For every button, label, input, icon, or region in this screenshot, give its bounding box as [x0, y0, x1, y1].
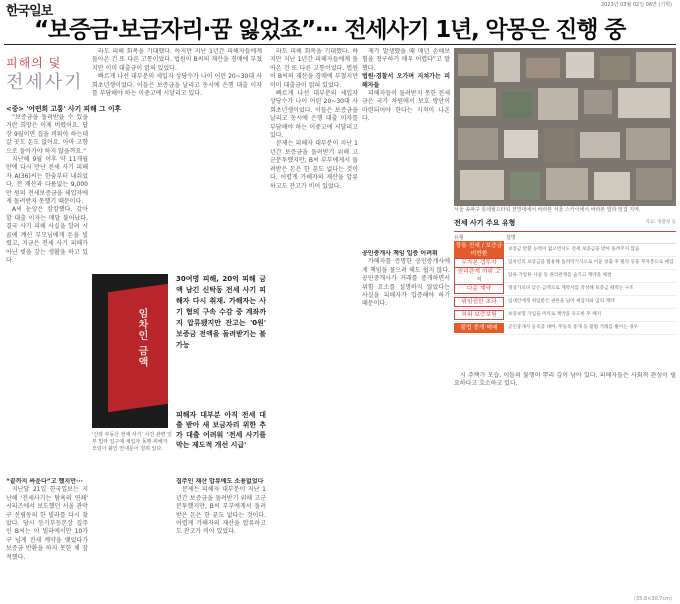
paragraph: 라도 피해 회복을 기대했다. 하지만 지난 1년간 피해자들에게 돌아온 건 또 다른 고통이었다. 법원이 B씨의 재산을 경매에 부쳤지만 이미 대출금이 얽혀 있었다. [270, 48, 358, 89]
table-row [454, 322, 676, 335]
paragraph: 가해자를 증명한 공인중개사에게 책임을 물으려 해도 쉽지 않다. 공인중개사가 거래를 중개하면서 위험 요소를 설명하지 않았다는 사실을 피해자가 입증해야 하기 때문이다. [362, 258, 450, 308]
fraud-type-desc: 보증금 반환 능력이 없으면서도 전세 보증금을 받아 돌려주지 않음 [508, 247, 640, 253]
column-2-bottom [176, 478, 266, 598]
housing-aerial-photo [454, 48, 676, 206]
photo-caption: 서울 송파구 롯데월드타워 전망대에서 바라본 서울 스카이에서 바라본 빌라 밀집 지역. [454, 207, 641, 213]
fraud-type-tag: 권리관계 허위 고지 [454, 267, 504, 285]
series-logo-line2: 전세사기 [6, 72, 84, 93]
column-2-top [92, 48, 262, 270]
table-source: 자료: 경찰청 등 [645, 220, 676, 225]
table-row [454, 296, 676, 309]
fraud-type-desc: 정상가보다 낮은 금액으로 계약서를 작성해 보증금 떼먹는 구조 [508, 286, 634, 292]
table-row [454, 309, 676, 322]
fraud-type-desc: 보증보험 가입을 미끼로 계약을 유도한 후 해지 [508, 312, 602, 318]
headline-rule [4, 44, 676, 45]
paragraph: 시 주택가 모습. 이들의 불행이 뿌리 깊이 남아 있다. 피해자들은 사회적 관심이 필요하다고 호소하고 있다. [454, 372, 676, 388]
paragraph: 라도 피해 회복을 기대했다. 하지만 지난 1년간 피해자들에게 돌아온 건 또 다른 고통이었다. 법원이 B씨의 재산을 경매에 부쳤지만 이미 대출금이 얽혀 있었다. [92, 48, 262, 72]
paragraph: 빠르게 나선 대부분의 세입자 상당수가 나이 어린 20~30대 사회초년생이었다. 이들은 보증금을 날리고 동시에 은행 대출 이자를 부담해야 하는 이중고에 시달리고 있다. [92, 73, 262, 98]
section-heading: “끝까지 싸운다”고 했지만··· [6, 478, 83, 485]
column-1 [6, 114, 88, 474]
paragraph: 피해자들이 돌려받지 못한 전세금은 국가 차원에서 보호 방안이 마련되어야 한다는 지적이 나온다. [362, 90, 450, 123]
paragraph: 제가 발생했을 때 매년 손해보험을 청구하기 매우 어렵다”고 말했다. [362, 48, 450, 72]
column-3 [270, 48, 358, 598]
fraud-type-desc: 임차인의 보증금을 활용해 돌려막기식으로 이윤 창출 후 빌라 등을 무자본으로 매입 [508, 260, 674, 266]
table-body [454, 231, 676, 335]
pull-quote-2 [176, 410, 266, 470]
photo-caption: '신탁 부동산 전세 사기' 사건 관련 일부 빌라 입구에 세입자 동행·피해자 모임이 붙인 안내문이 걸려 있다. [92, 432, 172, 452]
section-heading: 집주인 재산 압류에도 소용없었다 [176, 478, 264, 485]
paragraph: A씨 눈앞은 캄캄했다. 갚아 할 대출 이자는 매달 불어났다. 결국 사기 피해 사실을 알려 시골에 계신 부모님에게 돈을 빌렸고, 지금은 전세 사기 피해가 아닌 빚을 갚는 생활을 하고 있다. [6, 206, 88, 264]
column-1-bottom [6, 478, 88, 598]
fraud-type-desc: 공인중개사 등록증 대여, 무등록 중개 등 불법 거래를 벌이는 경우 [508, 325, 638, 331]
fraud-type-desc: 압류·가압류 사실 등 권리관계를 숨기고 계약을 체결 [508, 273, 612, 279]
table-row [454, 244, 676, 257]
paragraph: 문제는 피해자 대부분이 지난 1년간 보증금을 돌려받기 위해 고군분투했지만, B씨 부부에게서 돌려받은 돈은 한 푼도 없다는 것이다. 어렵게 가해자의 재산을 압류하고도 잔고가 비어 있었다. [176, 486, 266, 536]
table-title: 전세 사기 주요 유형 [454, 219, 516, 227]
column-4-top [362, 48, 450, 248]
fraud-type-tag: 무자본 갭투자 [454, 258, 504, 268]
article-headline: “보증금·보금자리·꿈 잃었죠”··· 전세사기 1년, 악몽은 진행 중 [34, 17, 626, 43]
page-size-note: (35.8×30.7cm) [634, 596, 672, 602]
pull-quote-text: 피해자 대부분 아직 전세 대출 받아 새 보금자리 위한 추가 대출 어려워 '전세 사기를 막는 제도적 개선 시급' [176, 411, 266, 449]
pull-quote [176, 274, 266, 404]
column-5 [454, 372, 676, 592]
series-logo [6, 54, 92, 100]
fraud-type-tag: 허위 보증보험 [454, 310, 504, 320]
section-heading: 법원·경찰서 오가며 지쳐가는 피해자들 [362, 73, 450, 89]
paragraph: 지난달 21일 한국일보는 지난해 '전세사기는 탐욕의 연쇄' 시리즈에서 보도했던 서울 관악구 신림동의 한 빌라를 다시 찾았다. 당시 등기부등본상 집주인 B씨는 이 빌라에서만 10가구 넘게 전세 계약을 맺었다가 보증금 반환을 하지 못한 채 잠적했다. [6, 486, 88, 561]
fraud-type-tag: 위임권한 초과 [454, 297, 504, 307]
newspaper-masthead: 한국일보 [6, 4, 53, 19]
table-header-cell: 설명 [506, 235, 516, 241]
fraud-type-tag: 깡통 전세 / 보증금 미반환 [455, 243, 503, 257]
table-header-cell: 유형 [454, 235, 464, 241]
paragraph: 문제는 피해자 대부분이 지난 1년간 보증금을 돌려받기 위해 고군분투했지만, B씨 부부에게서 돌려받은 돈은 한 푼도 없다는 것이다. 어렵게 가해자의 재산을 압류하고도 잔고가 비어 있었다. [270, 140, 358, 190]
pull-quote-text: 30여명 피해, 20억 피해 금액 남긴 신탁동 전세 사기 피해자 다시 취재. 가해자는 사기 혐의 구속 수감 중 계좌까지 압류됐지만 잔고는 '0원' 보증금 전액을 돌려받기는 불가능 [176, 275, 266, 349]
section-subhead: <중> '어떤희 고통' 사기 피해 그 이후 [6, 105, 122, 113]
section-heading: 공인중개사 책임 입증 어려워 [362, 250, 438, 257]
fraud-types-table [454, 218, 676, 366]
fraud-type-tag: 불법 중개·매매 [454, 323, 504, 333]
fraud-type-desc: 임대인에게 위임받은 권한을 넘어 세입자와 임의 계약 [508, 299, 615, 305]
paragraph: 빠르게 나선 대부분의 세입자 상당수가 나이 어린 20~30대 사회초년생이었다. 이들은 보증금을 날리고 동시에 은행 대출 이자를 부담해야 하는 이중고에 시달리고 있다. [270, 90, 358, 140]
fraud-type-tag: 다운 계약 [454, 284, 504, 294]
paragraph: “보증금을 돌려받을 수 있을 거란 희망은 이제 버렸어요. 답장 9월이면 집을 비워야 하는데 갈 곳도 돈도 없어요. 아마 고향으로 돌아가야 하지 않을까요.” [6, 114, 88, 155]
sign-photo [92, 274, 168, 428]
table-row [454, 270, 676, 283]
issue-date: 2023년 03월 02일 06면 (기획) [600, 2, 672, 8]
table-row [454, 283, 676, 296]
paragraph: 지난해 9월 이후 약 11개월 만에 다시 만난 전세 사기 피해자 A(36)씨는 한숨부터 내쉬었다. 전 재산과 다름없는 9,000만 원의 전세보증금을 세입자에게 돌려받지 못했기 때문이다. [6, 156, 88, 206]
photo-text: 임차인 금액 [136, 308, 147, 368]
column-4-bottom [362, 250, 450, 590]
series-logo-line1: 피해의 덫 [6, 56, 62, 70]
